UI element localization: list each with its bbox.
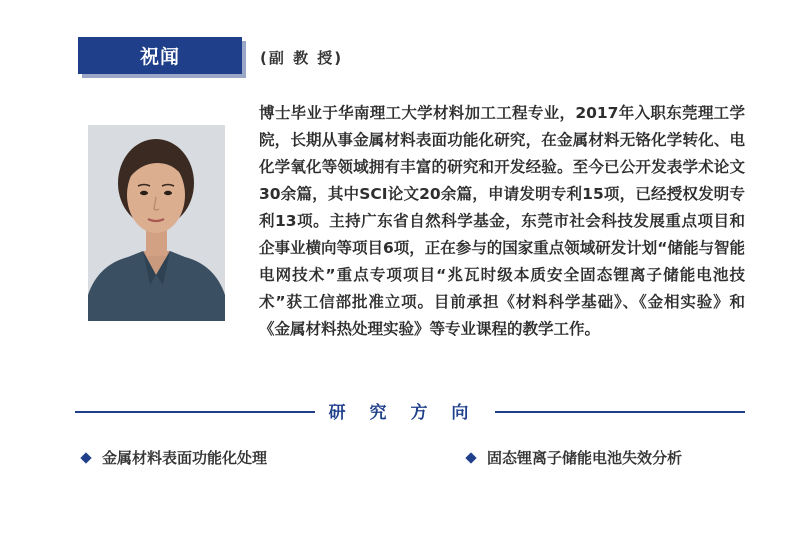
name-badge — [78, 37, 242, 74]
section-divider-right — [495, 411, 745, 413]
biography-text: 博士毕业于华南理工大学材料加工工程专业，2017年入职东莞理工学院，长期从事金属材料表面功能化研究，在金属材料无铬化学转化、电化学氧化等领域拥有丰富的研究和开发经验。至今已公开发表学术论文30余篇，其中SCI论文20余篇，申请发明专利15项，已经授权发明专利13项。主持广东省自然科学基金，东莞市社会科技发展重点项目和企事业横向等项目6项，正在参与的国家重点领域研发计划“储能与智能电网技术”重点专项项目“兆瓦时级本质安全固态锂离子储能电池技术”获工信部批准立项。目前承担《材料科学基础》、《金相实验》和《金属材料热处理实验》等专业课程的教学工作。 — [259, 104, 745, 338]
research-item-label: 固态锂离子储能电池失效分析 — [487, 449, 683, 467]
research-item — [80, 447, 267, 468]
research-item — [465, 447, 682, 468]
diamond-bullet-icon — [465, 452, 476, 463]
portrait-photo — [88, 125, 225, 321]
section-divider-left — [75, 411, 315, 413]
section-heading-research: 研 究 方 向 — [328, 403, 478, 423]
person-name: 祝闻 — [139, 46, 180, 68]
research-item-label: 金属材料表面功能化处理 — [102, 449, 268, 467]
academic-title: (副 教 授) — [260, 49, 344, 67]
diamond-bullet-icon — [80, 452, 91, 463]
